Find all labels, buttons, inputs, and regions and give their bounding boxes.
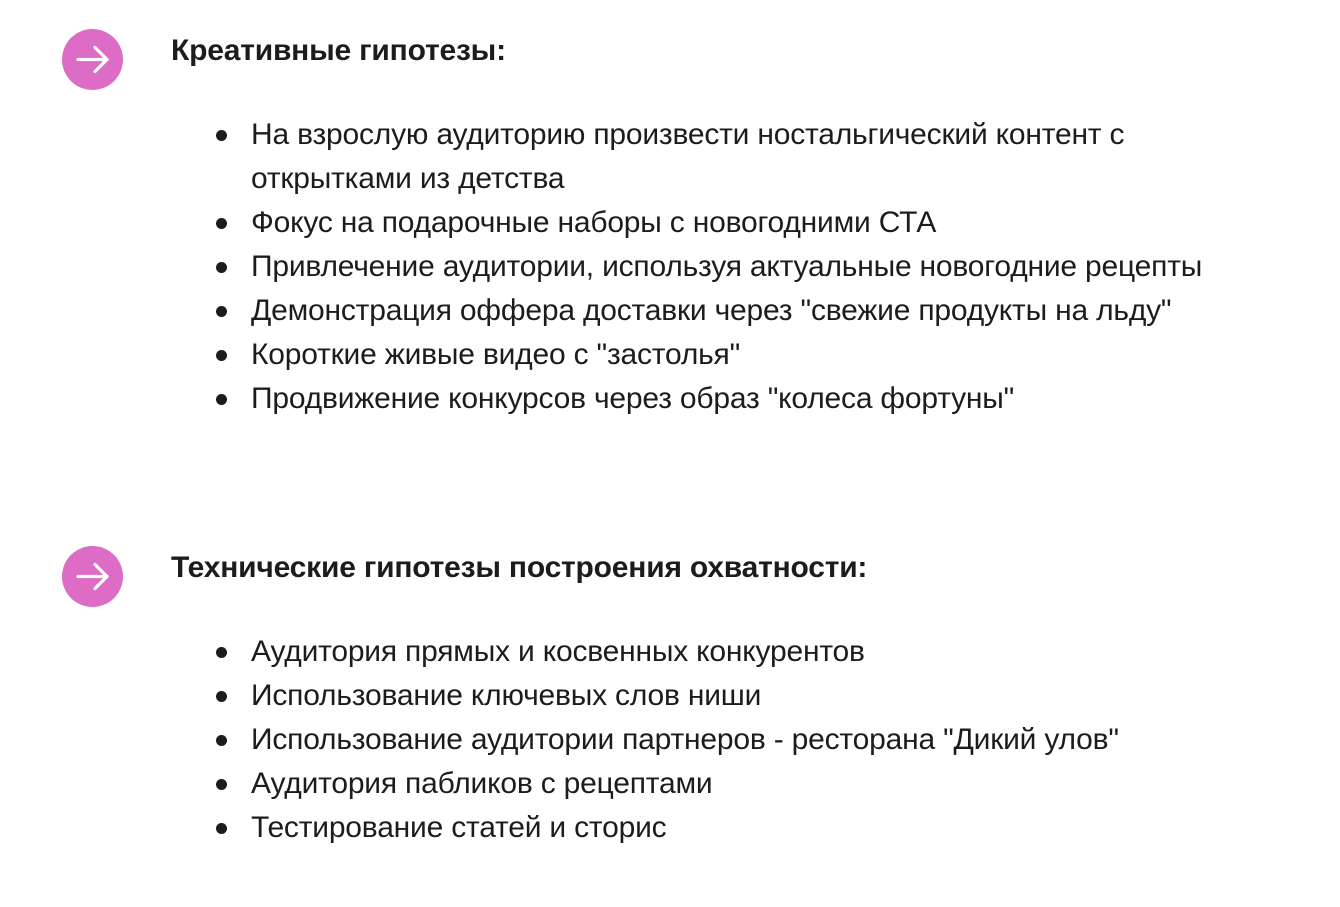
list-item (251, 113, 1271, 201)
list-item-text: Аудитория пабликов с рецептами (251, 767, 713, 800)
list-item-text: Короткие живые видео с "застолья" (251, 338, 741, 371)
bullet-icon (216, 647, 227, 658)
list-item (251, 289, 1271, 333)
section-heading: Технические гипотезы построения охватности: (171, 551, 868, 584)
list-item (251, 333, 1271, 377)
list-item (251, 245, 1271, 289)
list-item-text: Продвижение конкурсов через образ "колеса фортуны" (251, 382, 1015, 415)
list-item-text: Демонстрация оффера доставки через "свежие продукты на льду" (251, 294, 1172, 327)
list-item-text: Фокус на подарочные наборы с новогодними СТА (251, 206, 937, 239)
bullet-icon (216, 691, 227, 702)
list-item (251, 674, 1271, 718)
list-item-text: Использование ключевых слов ниши (251, 679, 762, 712)
bullet-icon (216, 262, 227, 273)
list-item (251, 201, 1271, 245)
arrow-right-icon (62, 29, 123, 90)
bullet-icon (216, 394, 227, 405)
bullet-icon (216, 735, 227, 746)
bullet-icon (216, 823, 227, 834)
arrow-right-icon (62, 546, 123, 607)
list-item (251, 718, 1271, 762)
list-item-text: На взрослую аудиторию произвести ностальгический контент с открытками из детства (251, 118, 1125, 195)
list-item-text: Тестирование статей и сторис (251, 811, 667, 844)
list-item (251, 762, 1271, 806)
bullet-icon (216, 306, 227, 317)
hypotheses-list (251, 113, 1271, 421)
section-heading: Креативные гипотезы: (171, 34, 506, 67)
bullet-icon (216, 779, 227, 790)
bullet-icon (216, 130, 227, 141)
hypotheses-list (251, 630, 1271, 850)
list-item-text: Привлечение аудитории, используя актуальные новогодние рецепты (251, 250, 1203, 283)
list-item (251, 630, 1271, 674)
bullet-icon (216, 350, 227, 361)
list-item (251, 377, 1271, 421)
list-item-text: Использование аудитории партнеров - ресторана "Дикий улов" (251, 723, 1119, 756)
list-item (251, 806, 1271, 850)
bullet-icon (216, 218, 227, 229)
list-item-text: Аудитория прямых и косвенных конкурентов (251, 635, 865, 668)
